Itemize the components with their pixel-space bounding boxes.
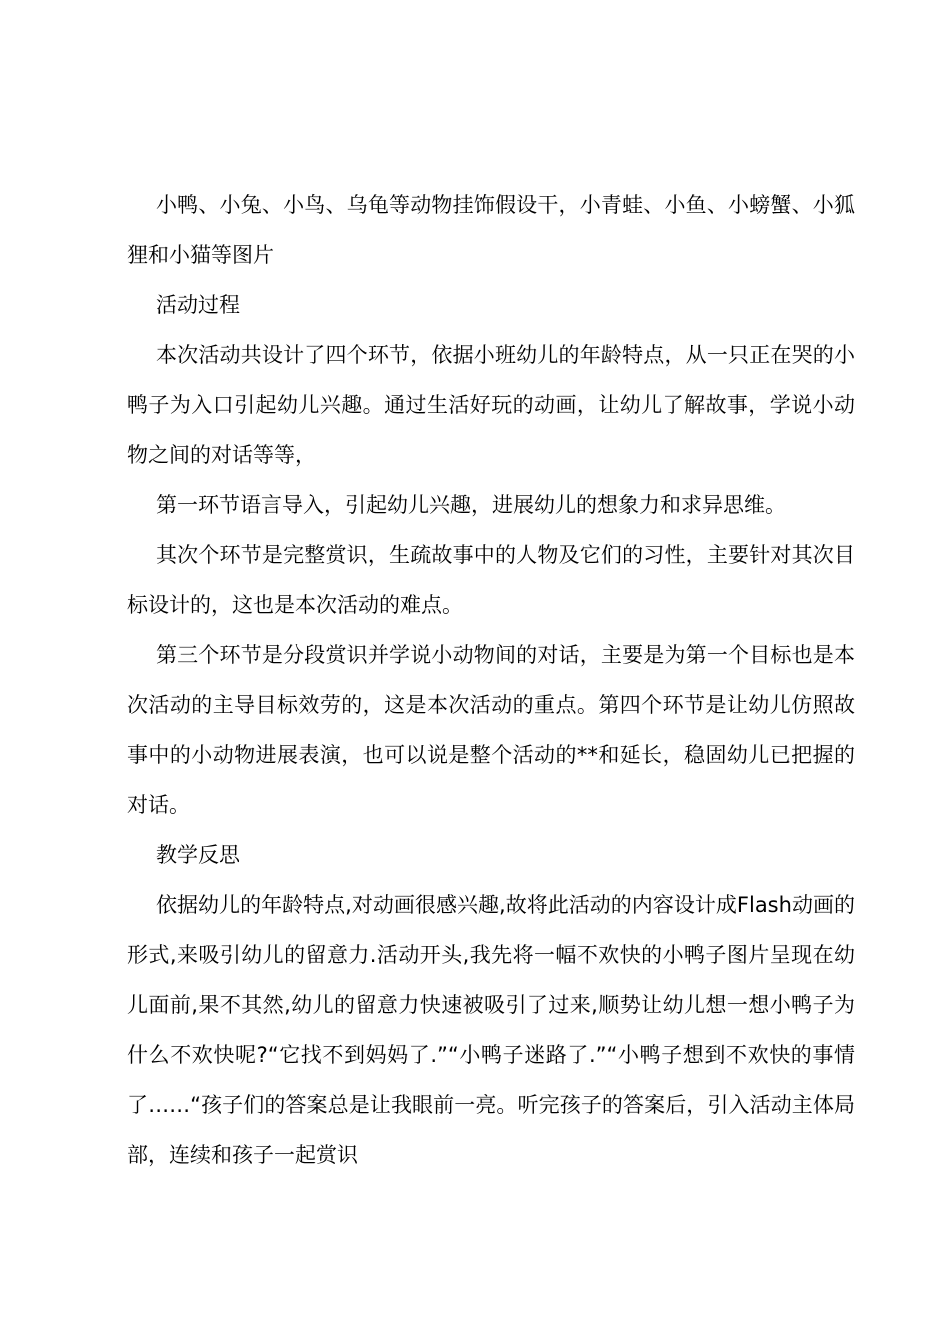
teaching-reflection-heading: 教学反思 xyxy=(156,843,240,867)
activity-overview-paragraph: 本次活动共设计了四个环节，依据小班幼儿的年龄特点，从一只正在哭的小鸭子为入口引起幼儿兴趣。通过生活好玩的动画，让幼儿了解故事，学说小动物之间的对话等等， xyxy=(127,343,855,467)
second-stage-paragraph: 其次个环节是完整赏识，生疏故事中的人物及它们的习性，主要针对其次目标设计的，这也是本次活动的难点。 xyxy=(127,543,855,617)
third-fourth-stage-paragraph: 第三个环节是分段赏识并学说小动物间的对话，主要是为第一个目标也是本次活动的主导目标效劳的，这是本次活动的重点。第四个环节是让幼儿仿照故事中的小动物进展表演，也可以说是整个活动的**和延长，稳固幼儿已把握的对话。 xyxy=(127,643,855,817)
materials-paragraph: 小鸭、小兔、小鸟、乌龟等动物挂饰假设干，小青蛙、小鱼、小螃蟹、小狐狸和小猫等图片 xyxy=(127,193,855,267)
reflection-paragraph: 依据幼儿的年龄特点,对动画很感兴趣,故将此活动的内容设计成Flash动画的形式,来吸引幼儿的留意力.活动开头,我先将一幅不欢快的小鸭子图片呈现在幼儿面前,果不其然,幼儿的留意力快速被吸引了过来,顺势让幼儿想一想小鸭子为什么不欢快呢?“它找不到妈妈了.”“小鸭子迷路了.”“小鸭子想到不欢快的事情了……“孩子们的答案总是让我眼前一亮。听完孩子的答案后，引入活动主体局部，连续和孩子一起赏识 xyxy=(127,893,855,1167)
activity-process-heading: 活动过程 xyxy=(156,293,240,317)
first-stage-paragraph: 第一环节语言导入，引起幼儿兴趣，进展幼儿的想象力和求异思维。 xyxy=(156,493,786,517)
document-page xyxy=(127,180,855,1180)
